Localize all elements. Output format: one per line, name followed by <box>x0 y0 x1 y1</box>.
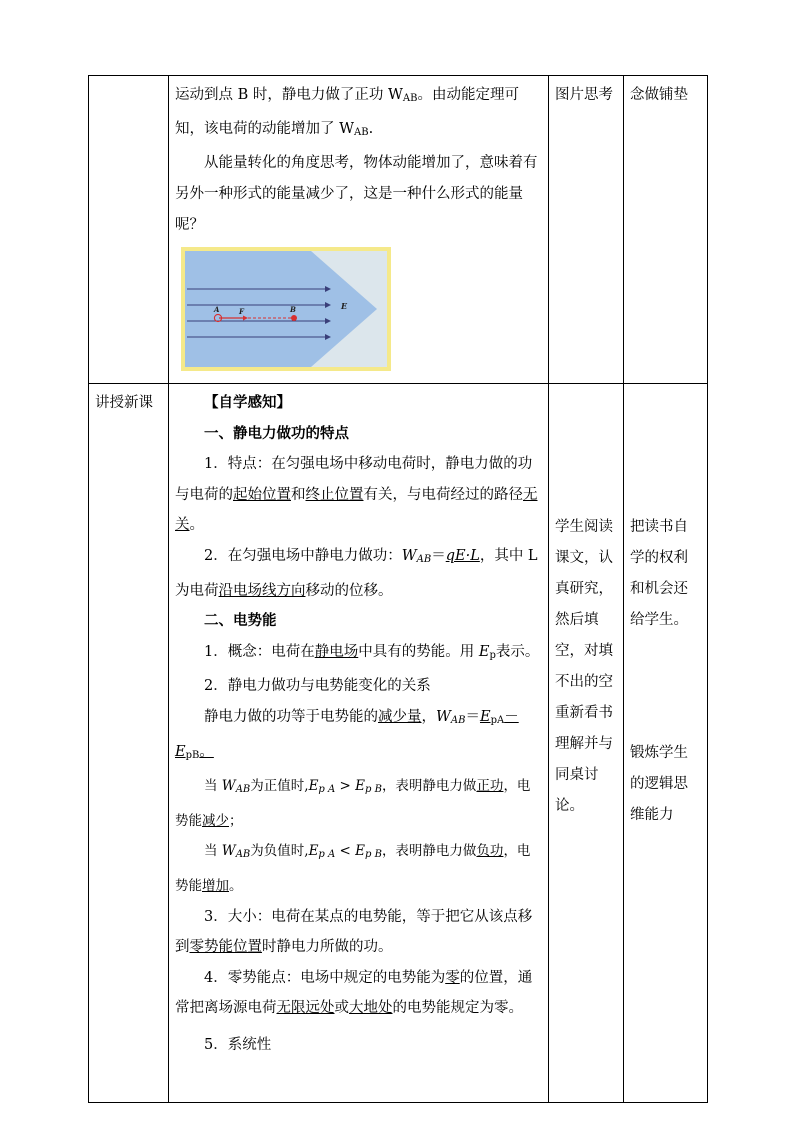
paragraph: 1．概念：电荷在静电场中具有的势能。用 Ep表示。 <box>204 643 540 661</box>
paragraph: 从能量转化的角度思考，物体动能增加了，意味着有另外一种形式的能量减少了，这是一种什么形式的能量呢？ <box>175 155 538 233</box>
design-intent-bottom: 锻炼学生的逻辑思维能力 <box>630 745 688 823</box>
stage-label: 讲授新课 <box>95 395 153 411</box>
activity-cell <box>549 384 624 1103</box>
student-activity: 学生阅读课文，认真研究，然后填空，对填不出的空重新看书理解并与同桌讨论。 <box>555 519 613 814</box>
stage-cell <box>89 384 169 1103</box>
activity-cell: 图片思考 <box>549 76 624 384</box>
content-cell <box>169 76 549 384</box>
intent-cell: 念做铺垫 <box>624 76 708 384</box>
intent-cell <box>624 384 708 1103</box>
paragraph: 运动到点 B 时，静电力做了正功 WAB。由动能定理可知，该电荷的动能增加了 WAB. <box>175 87 519 138</box>
label-a: A <box>214 305 220 314</box>
section-heading: 【自学感知】 <box>204 394 291 411</box>
paragraph: 当 WAB为负值时,Ep A < Ep B，表明静电力做负功，电势能增加。 <box>175 843 531 894</box>
paragraph: 3．大小：电荷在某点的电势能，等于把它从该点移到零势能位置时静电力所做的功。 <box>175 908 533 956</box>
label-e: E <box>341 301 348 311</box>
paragraph: 4．零势能点：电场中规定的电势能为零的位置，通常把离场源电荷无限远处或大地处的电势能规定为零。 <box>175 969 533 1017</box>
label-f: F <box>239 307 244 316</box>
label-b: B <box>290 305 296 314</box>
electric-field-figure <box>181 247 391 371</box>
design-intent-top: 把读书自学的权利和机会还给学生。 <box>630 519 688 628</box>
section-title: 一、静电力做功的特点 <box>204 424 349 442</box>
section-title: 二、电势能 <box>204 612 277 630</box>
content-cell <box>169 384 549 1103</box>
paragraph: 1．特点：在匀强电场中移动电荷时，静电力做的功与电荷的起始位置和终止位置有关，与电荷经过的路径无关。 <box>175 456 538 534</box>
paragraph: 当 WAB为正值时,Ep A > Ep B，表明静电力做正功，电势能减少； <box>175 778 531 829</box>
table-row <box>89 384 708 1103</box>
table-row <box>89 76 708 384</box>
paragraph: 2．在匀强电场中静电力做功：WAB＝qE·L，其中 L 为电荷沿电场线方向移动的位移。 <box>175 547 538 599</box>
stage-cell <box>89 76 169 384</box>
paragraph: 2．静电力做功与电势能变化的关系 <box>204 678 431 695</box>
lesson-plan-table <box>88 75 708 1103</box>
paragraph: 静电力做的功等于电势能的减少量，WAB＝EpA－EpB。 <box>175 708 519 761</box>
charge-b-marker <box>291 315 297 321</box>
paragraph: 5．系统性 <box>204 1036 272 1053</box>
